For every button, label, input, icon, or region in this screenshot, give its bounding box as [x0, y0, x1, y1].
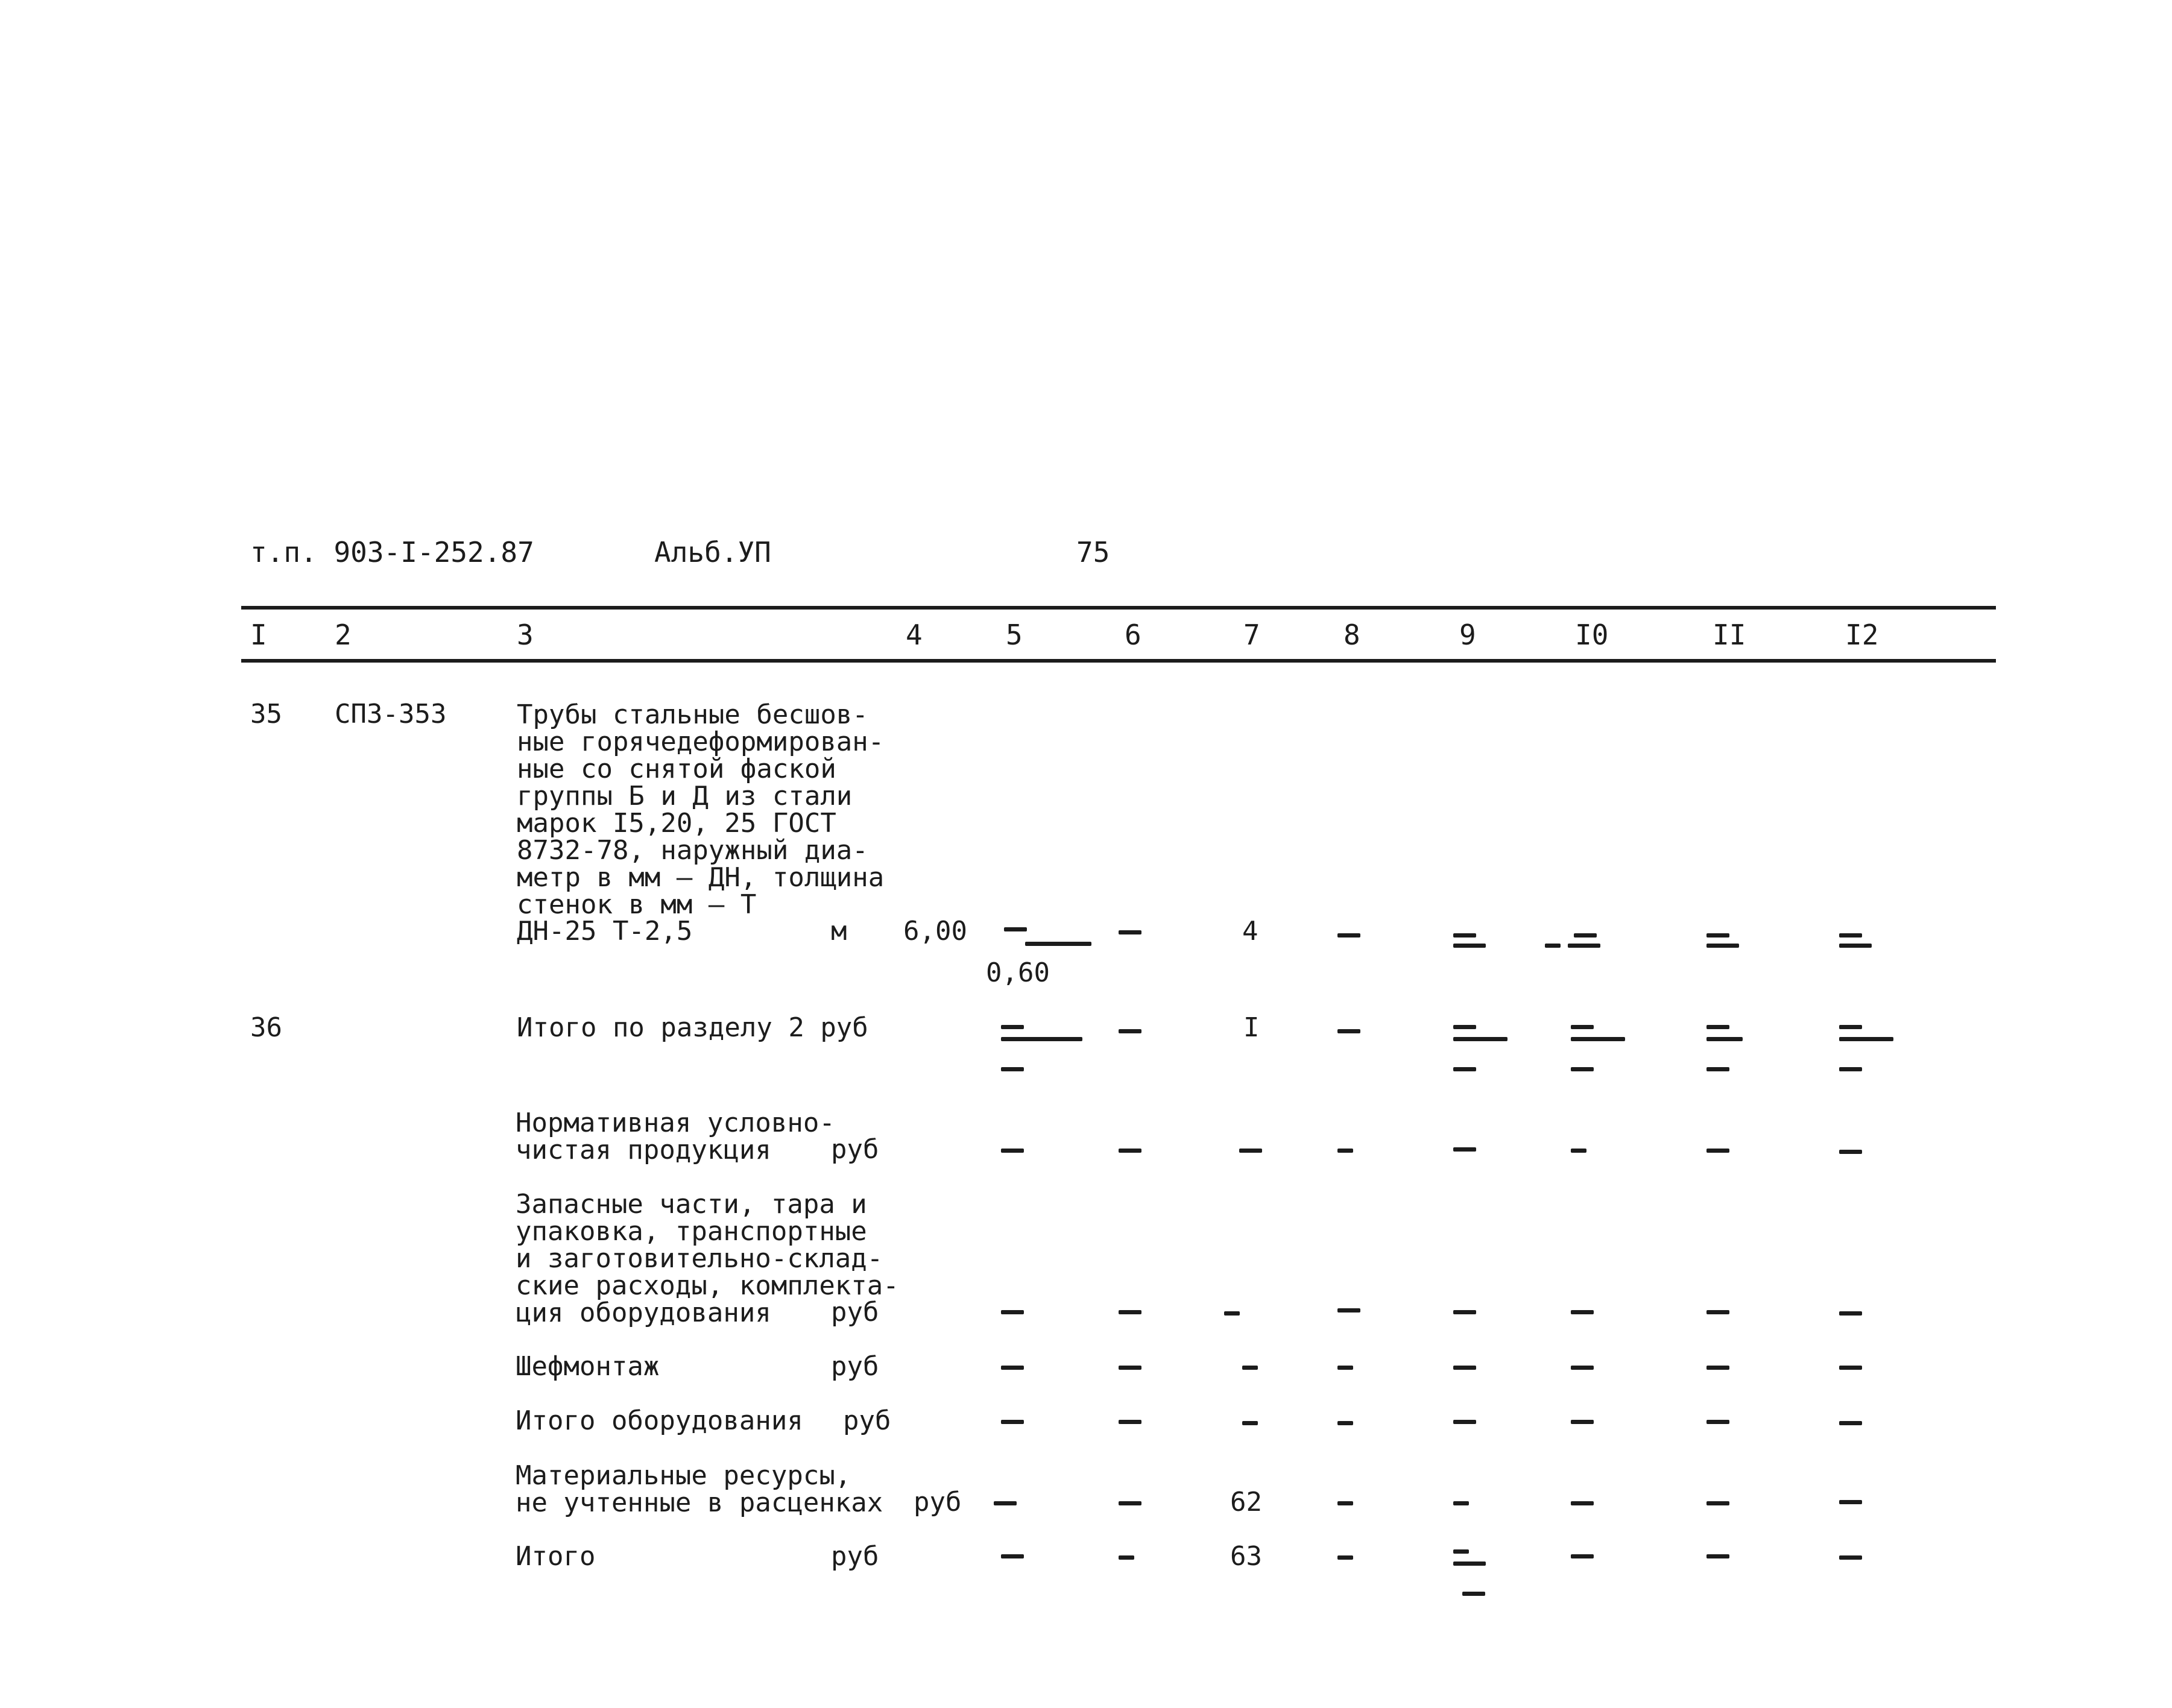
section-total-label: Итого по разделу 2 руб [517, 1012, 868, 1043]
empty-dash [1453, 944, 1486, 948]
empty-dash [1119, 1555, 1134, 1560]
total-label: Итого [516, 1541, 596, 1572]
empty-dash [1462, 1592, 1485, 1596]
empty-dash [1242, 1421, 1258, 1425]
shefmontazh-unit: руб [831, 1351, 879, 1382]
empty-dash [1337, 1366, 1353, 1370]
empty-dash [1453, 933, 1476, 938]
empty-dash [1337, 1149, 1353, 1153]
empty-dash [1001, 1067, 1024, 1071]
empty-dash [1119, 930, 1141, 934]
empty-dash [1224, 1311, 1240, 1316]
table-header-rule [241, 659, 1996, 663]
empty-dash [1706, 1501, 1729, 1505]
empty-dash [1574, 933, 1597, 938]
normative-label: Нормативная условно- чистая продукция [516, 1108, 835, 1165]
empty-dash [1839, 1311, 1862, 1316]
album-label: Альб.УП [654, 536, 771, 569]
empty-dash [1453, 1501, 1469, 1505]
item-code: СПЗ-353 [335, 699, 447, 730]
empty-dash [1571, 1067, 1594, 1071]
empty-dash [1571, 1149, 1586, 1153]
column-header-10: I0 [1575, 619, 1609, 651]
empty-dash [1453, 1310, 1476, 1314]
column-header-12: I2 [1845, 619, 1879, 651]
empty-dash [1337, 1555, 1353, 1560]
empty-dash [1001, 1420, 1024, 1424]
empty-dash [1001, 1149, 1024, 1153]
empty-dash [1839, 1555, 1862, 1560]
column-header-11: II [1713, 619, 1746, 651]
empty-dash [1839, 1150, 1862, 1154]
empty-dash [1571, 1310, 1594, 1314]
empty-dash [1839, 933, 1862, 938]
item-description: Трубы стальные бесшов- ные горячедеформирован- ные со снятой фаской группы Б и Д из стали марок I5,20, 25 ГОСТ 8732-78, наружный диа- метр в мм – ДН, толщина стенок в мм – Т [517, 699, 885, 920]
column-header-5: 5 [1006, 619, 1023, 651]
section-total-col7: I [1243, 1012, 1260, 1043]
empty-dash [1004, 927, 1027, 931]
empty-dash [1001, 1554, 1024, 1558]
column-header-4: 4 [906, 619, 923, 651]
empty-dash [1119, 1501, 1141, 1505]
empty-dash [1706, 1149, 1729, 1153]
item-quantity: 6,00 [903, 916, 967, 947]
empty-dash [994, 1501, 1017, 1505]
column-header-7: 7 [1243, 619, 1260, 651]
fraction-bar [1706, 1037, 1743, 1041]
materials-col7: 62 [1230, 1487, 1262, 1517]
empty-dash [1706, 944, 1739, 948]
item-size: ДН-25 Т-2,5 [517, 916, 693, 947]
empty-dash [1337, 933, 1360, 938]
item-price: 0,60 [986, 957, 1050, 988]
empty-dash [1239, 1149, 1262, 1153]
spare-parts-unit: руб [831, 1297, 879, 1328]
empty-dash [1545, 944, 1561, 948]
empty-dash [1119, 1366, 1141, 1370]
empty-dash [1571, 1554, 1594, 1558]
materials-label: Материальные ресурсы, не учтенные в расценках [516, 1460, 883, 1518]
empty-dash [1839, 1067, 1862, 1071]
item-unit: м [831, 916, 847, 947]
empty-dash [1706, 1366, 1729, 1370]
empty-dash [1568, 944, 1600, 948]
empty-dash [1839, 1366, 1862, 1370]
empty-dash [1337, 1029, 1360, 1033]
column-header-3: 3 [517, 619, 534, 651]
empty-dash [1242, 1366, 1258, 1370]
empty-dash [1706, 1420, 1729, 1424]
document-code: т.п. 903-I-252.87 [250, 536, 534, 569]
empty-dash [1839, 1421, 1862, 1425]
empty-dash [1001, 1366, 1024, 1370]
empty-dash [1571, 1420, 1594, 1424]
empty-dash [1453, 1147, 1476, 1152]
table-top-rule [241, 606, 1996, 610]
empty-dash [1337, 1421, 1353, 1425]
empty-dash [1839, 944, 1872, 948]
empty-dash [1337, 1308, 1360, 1313]
empty-dash [1706, 1554, 1729, 1558]
empty-dash [1453, 1067, 1476, 1071]
shefmontazh-label: Шефмонтаж [516, 1351, 660, 1382]
total-unit: руб [831, 1541, 879, 1572]
empty-dash [1571, 1366, 1594, 1370]
fraction-bar [1453, 1561, 1486, 1566]
empty-dash [1119, 1029, 1141, 1033]
empty-dash [1839, 1025, 1862, 1029]
fraction-bar [1025, 942, 1091, 946]
empty-dash [1119, 1420, 1141, 1424]
page-number: 75 [1076, 536, 1110, 569]
empty-dash [1571, 1025, 1594, 1029]
column-header-6: 6 [1125, 619, 1141, 651]
row-number: 36 [250, 1012, 282, 1043]
empty-dash [1453, 1366, 1476, 1370]
empty-dash [1453, 1549, 1469, 1554]
empty-dash [1001, 1310, 1024, 1314]
empty-dash [1337, 1501, 1353, 1505]
empty-dash [1119, 1310, 1141, 1314]
empty-dash [1001, 1025, 1024, 1029]
empty-dash [1839, 1500, 1862, 1504]
empty-dash [1453, 1420, 1476, 1424]
empty-dash [1571, 1501, 1594, 1505]
row-number: 35 [250, 699, 282, 730]
item-col7: 4 [1242, 916, 1258, 947]
empty-dash [1706, 1025, 1729, 1029]
equipment-total-unit: руб [843, 1405, 891, 1436]
column-header-1: I [250, 619, 267, 651]
fraction-bar [1839, 1037, 1893, 1041]
materials-unit: руб [914, 1487, 962, 1517]
empty-dash [1706, 1310, 1729, 1314]
empty-dash [1706, 933, 1729, 938]
column-header-9: 9 [1459, 619, 1476, 651]
total-col7: 63 [1230, 1541, 1262, 1572]
empty-dash [1119, 1149, 1141, 1153]
equipment-total-label: Итого оборудования [516, 1405, 803, 1436]
column-header-8: 8 [1343, 619, 1360, 651]
fraction-bar [1001, 1037, 1082, 1041]
normative-unit: руб [831, 1134, 879, 1165]
fraction-bar [1571, 1037, 1625, 1041]
empty-dash [1453, 1025, 1476, 1029]
spare-parts-label: Запасные части, тара и упаковка, транспортные и заготовительно-склад- ские расходы, комплекта- ция оборудования [516, 1189, 899, 1328]
fraction-bar [1453, 1037, 1507, 1041]
column-header-2: 2 [335, 619, 352, 651]
empty-dash [1706, 1067, 1729, 1071]
